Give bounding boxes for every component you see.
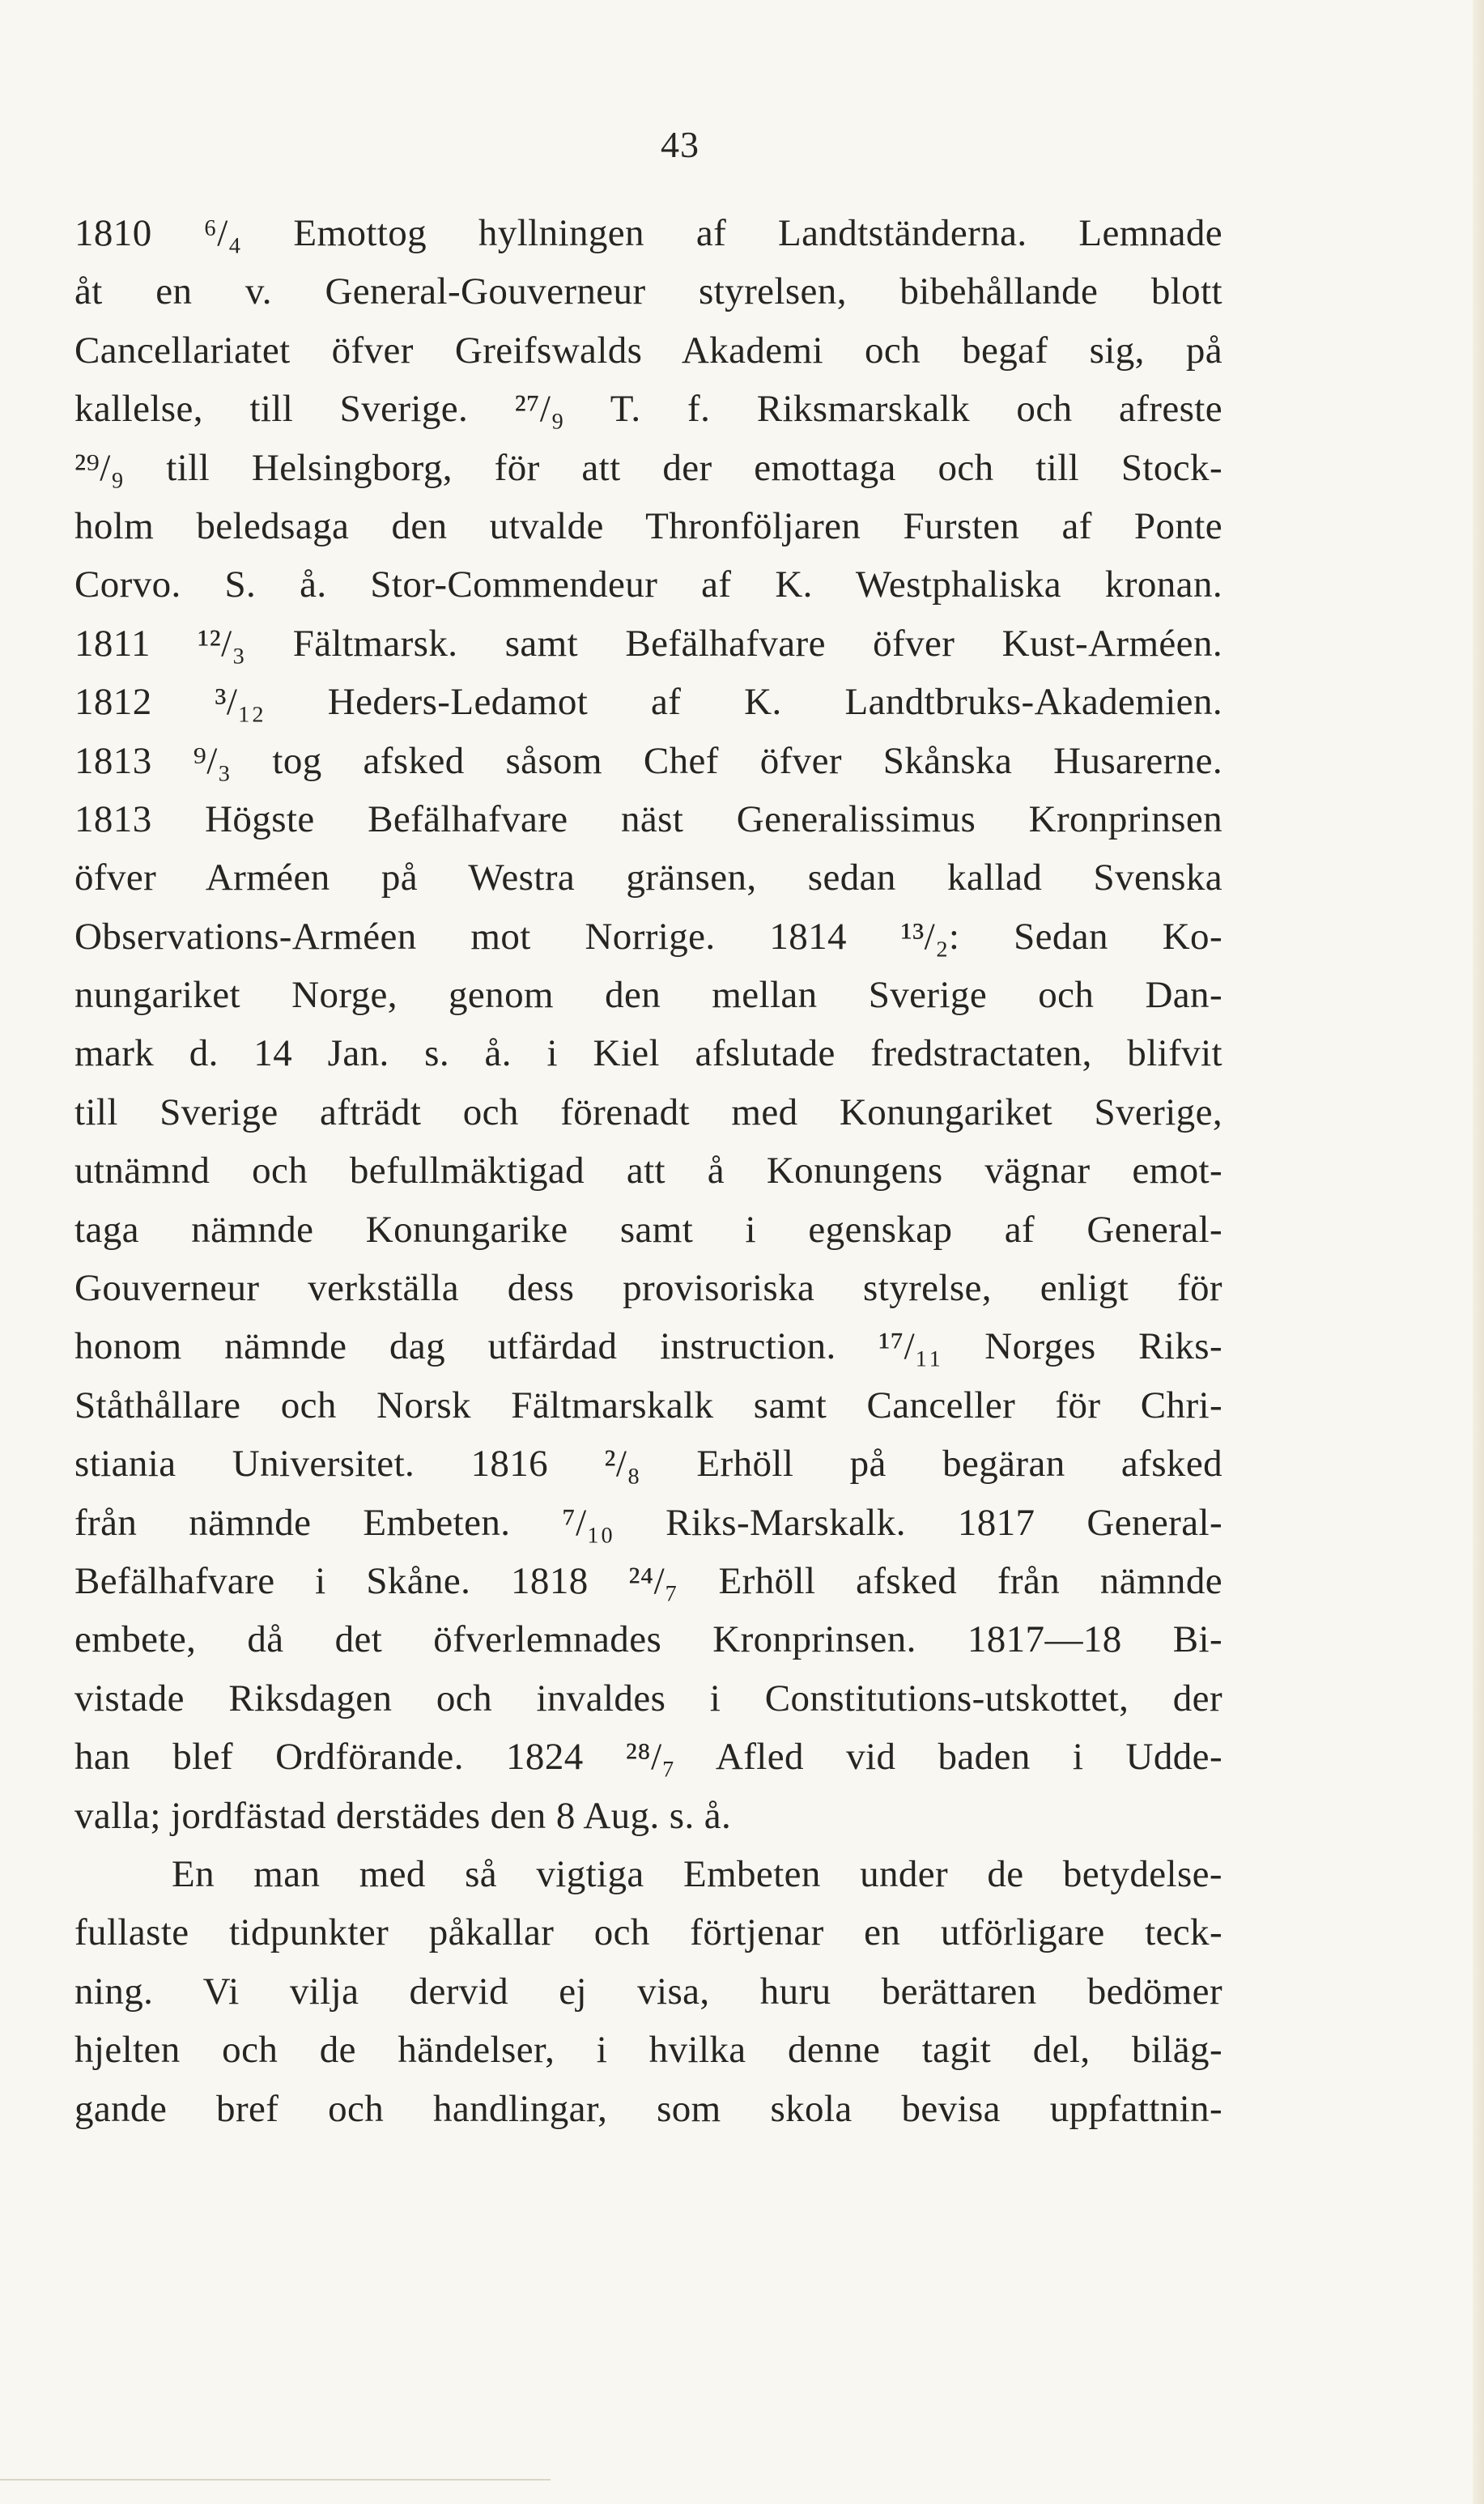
text-line: kallelse, till Sverige. ²⁷/₉ T. f. Riksmarskalk och afreste (74, 388, 1222, 431)
text-line: Ståthållare och Norsk Fältmarskalk samt Canceller för Chri- (74, 1384, 1222, 1426)
text-line: Corvo. S. å. Stor-Commendeur af K. Westphaliska kronan. (74, 563, 1222, 606)
text-line: till Sverige afträdt och förenadt med Konungariket Sverige, (74, 1090, 1222, 1133)
page-edge (1473, 0, 1484, 2504)
text-line: honom nämnde dag utfärdad instruction. ¹⁷/₁₁ Norges Riks- (74, 1325, 1222, 1368)
page-number: 43 (661, 124, 699, 165)
text-line: mark d. 14 Jan. s. å. i Kiel afslutade fredstractaten, blifvit (74, 1032, 1222, 1075)
text-line: han blef Ordförande. 1824 ²⁸/₇ Afled vid baden i Udde- (74, 1736, 1222, 1779)
text-line: åt en v. General-Gouverneur styrelsen, bibehållande blott (74, 270, 1222, 313)
text-line: utnämnd och befullmäktigad att å Konungens vägnar emot- (74, 1150, 1222, 1192)
text-line: ²⁹/₉ till Helsingborg, för att der emottaga och till Stock- (74, 446, 1222, 489)
text-line: 1811 ¹²/₃ Fältmarsk. samt Befälhafvare öfver Kust-Arméen. (74, 622, 1222, 665)
text-line: Befälhafvare i Skåne. 1818 ²⁴/₇ Erhöll afsked från nämnde (74, 1559, 1222, 1602)
text-line: holm beledsaga den utvalde Thronföljaren Fursten af Ponte (74, 504, 1222, 547)
text-line: från nämnde Embeten. ⁷/₁₀ Riks-Marskalk. 1817 General- (74, 1501, 1222, 1544)
text-line: ning. Vi vilja dervid ej visa, huru berättaren bedömer (74, 1970, 1222, 2013)
text-line: En man med så vigtiga Embeten under de betydelse- (172, 1852, 1222, 1895)
page-body-text (74, 204, 1222, 2138)
text-line: gande bref och handlingar, som skola bevisa uppfattnin- (74, 2087, 1222, 2130)
bottom-rule (0, 2479, 551, 2481)
text-line: embete, då det öfverlemnades Kronprinsen. 1817—18 Bi- (74, 1618, 1222, 1661)
text-line: 1810 ⁶/₄ Emottog hyllningen af Landtständerna. Lemnade (74, 212, 1222, 254)
text-line: Observations-Arméen mot Norrige. 1814 ¹³/₂: Sedan Ko- (74, 915, 1222, 958)
text-line: valla; jordfästad derstädes den 8 Aug. s. å. (74, 1794, 732, 1837)
text-line: 1813 ⁹/₃ tog afsked såsom Chef öfver Skånska Husarerne. (74, 739, 1222, 782)
text-line: Gouverneur verkställa dess provisoriska styrelse, enligt för (74, 1267, 1222, 1310)
text-line: nungariket Norge, genom den mellan Sverige och Dan- (74, 974, 1222, 1017)
text-line: Cancellariatet öfver Greifswalds Akademi och begaf sig, på (74, 329, 1222, 372)
text-line: stiania Universitet. 1816 ²/₈ Erhöll på begäran afsked (74, 1443, 1222, 1486)
text-line: vistade Riksdagen och invaldes i Constitutions-utskottet, der (74, 1677, 1222, 1720)
text-line: 1812 ³/₁₂ Heders-Ledamot af K. Landtbruks-Akademien. (74, 681, 1222, 724)
text-line: fullaste tidpunkter påkallar och förtjenar en utförligare teck- (74, 1911, 1222, 1954)
text-line: taga nämnde Konungarike samt i egenskap af General- (74, 1208, 1222, 1251)
text-line: 1813 Högste Befälhafvare näst Generalissimus Kronprinsen (74, 797, 1222, 840)
text-line: hjelten och de händelser, i hvilka denne tagit del, biläg- (74, 2029, 1222, 2072)
text-line: öfver Arméen på Westra gränsen, sedan kallad Svenska (74, 857, 1222, 899)
